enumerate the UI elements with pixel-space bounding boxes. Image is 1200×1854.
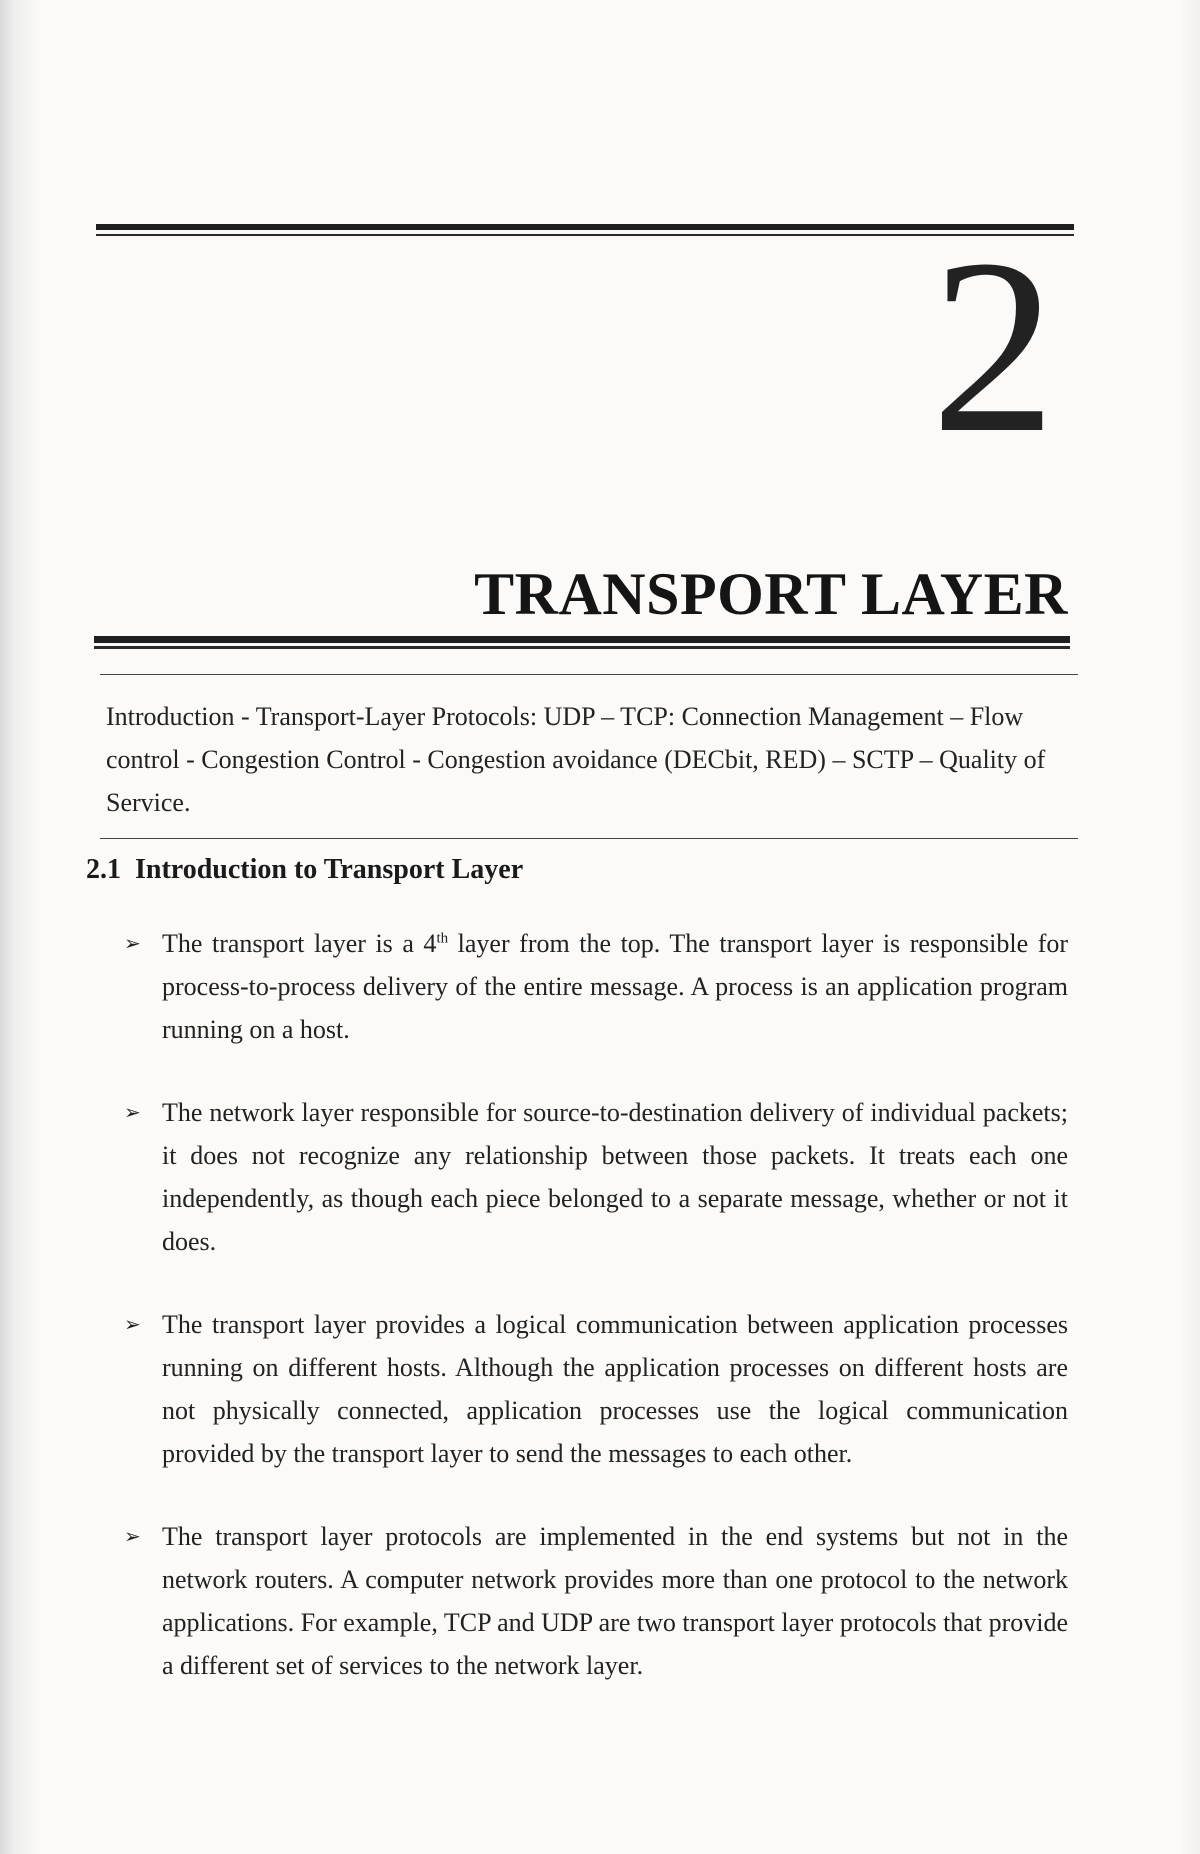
bullet-text: The network layer responsible for source-to-destination delivery of individual packets; it does not recognize any relationship between those packets. It treats each one independently, as though each piece belonged to a separate message, whether or not it does. [162,1098,1068,1256]
arrowhead-icon: ➢ [124,1312,141,1336]
bullet-text-part: layer from the top. The transport layer is responsible for process-to-process delivery of the entire message. A process is an application program running on a host. [162,929,1069,1044]
bullet-list [124,922,1068,1727]
bullet-item [124,1515,1068,1687]
bullet-text-part: The transport layer is a 4 [162,929,437,958]
bullet-text: The transport layer provides a logical communication between application processes running on different hosts. Although the application processes on different hosts are not physically connected, application processes use the logical communication provided by the transport layer to send the messages to each other. [162,1310,1068,1468]
bullet-item [124,922,1068,1051]
chapter-title: TRANSPORT LAYER [474,561,1068,627]
arrowhead-icon: ➢ [124,1524,141,1548]
bullet-text: The transport layer protocols are implemented in the end systems but not in the network routers. A computer network provides more than one protocol to the network applications. For example, TCP and UDP are two transport layer protocols that provide a different set of services to the network layer. [162,1522,1068,1680]
arrowhead-icon: ➢ [124,1100,141,1124]
chapter-number: 2 [931,208,1052,485]
section-number: 2.1 [86,854,121,885]
syllabus-text: Introduction - Transport-Layer Protocols: UDP – TCP: Connection Management – Flow control - Congestion Control - Congestion avoidance (DECbit, RED) – SCTP – Quality of Service. [106,702,1046,817]
title-double-rule [94,636,1070,649]
chapter-syllabus [100,674,1078,839]
section-title: Introduction to Transport Layer [135,854,524,885]
section-heading [86,854,523,886]
bullet-item [124,1303,1068,1475]
ordinal-superscript: th [436,930,449,947]
bullet-item [124,1091,1068,1263]
top-double-rule [96,224,1074,236]
arrowhead-icon: ➢ [124,931,141,955]
